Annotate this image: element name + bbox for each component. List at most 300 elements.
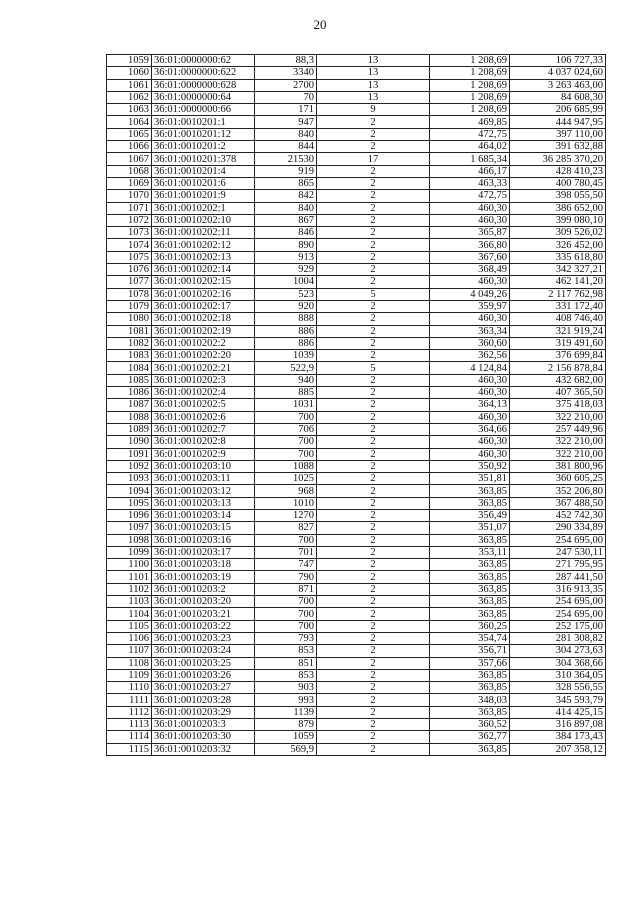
group-cell: 2 bbox=[317, 251, 430, 263]
specific-value-cell: 356,71 bbox=[430, 645, 510, 657]
row-number-cell: 1090 bbox=[107, 436, 152, 448]
group-cell: 2 bbox=[317, 325, 430, 337]
specific-value-cell: 363,85 bbox=[430, 497, 510, 509]
specific-value-cell: 360,52 bbox=[430, 719, 510, 731]
group-cell: 2 bbox=[317, 448, 430, 460]
row-number-cell: 1066 bbox=[107, 141, 152, 153]
cadastral-number-cell: 36:01:0010202:9 bbox=[152, 448, 255, 460]
cadastral-number-cell: 36:01:0010202:1 bbox=[152, 202, 255, 214]
cadastral-number-cell: 36:01:0000000:62 bbox=[152, 55, 255, 67]
specific-value-cell: 460,30 bbox=[430, 411, 510, 423]
area-cell: 747 bbox=[255, 559, 317, 571]
cadastral-number-cell: 36:01:0010203:28 bbox=[152, 694, 255, 706]
row-number-cell: 1108 bbox=[107, 657, 152, 669]
specific-value-cell: 363,85 bbox=[430, 706, 510, 718]
cadastral-value-cell: 462 141,20 bbox=[510, 276, 606, 288]
area-cell: 993 bbox=[255, 694, 317, 706]
cadastral-value-cell: 352 206,80 bbox=[510, 485, 606, 497]
area-cell: 844 bbox=[255, 141, 317, 153]
table-row bbox=[107, 67, 606, 79]
table-row bbox=[107, 177, 606, 189]
cadastral-value-cell: 452 742,30 bbox=[510, 509, 606, 521]
row-number-cell: 1096 bbox=[107, 509, 152, 521]
row-number-cell: 1105 bbox=[107, 620, 152, 632]
group-cell: 2 bbox=[317, 300, 430, 312]
table-row bbox=[107, 276, 606, 288]
table-row bbox=[107, 448, 606, 460]
cadastral-number-cell: 36:01:0010201:12 bbox=[152, 128, 255, 140]
table-row bbox=[107, 546, 606, 558]
area-cell: 700 bbox=[255, 448, 317, 460]
group-cell: 2 bbox=[317, 608, 430, 620]
cadastral-value-cell: 321 919,24 bbox=[510, 325, 606, 337]
area-cell: 706 bbox=[255, 423, 317, 435]
cadastral-number-cell: 36:01:0010201:378 bbox=[152, 153, 255, 165]
specific-value-cell: 466,17 bbox=[430, 165, 510, 177]
table-row bbox=[107, 214, 606, 226]
cadastral-value-cell: 414 425,15 bbox=[510, 706, 606, 718]
group-cell: 2 bbox=[317, 645, 430, 657]
area-cell: 569,9 bbox=[255, 743, 317, 755]
row-number-cell: 1103 bbox=[107, 596, 152, 608]
table-row bbox=[107, 596, 606, 608]
cadastral-value-cell: 36 285 370,20 bbox=[510, 153, 606, 165]
row-number-cell: 1071 bbox=[107, 202, 152, 214]
area-cell: 700 bbox=[255, 411, 317, 423]
cadastral-number-cell: 36:01:0010203:15 bbox=[152, 522, 255, 534]
area-cell: 793 bbox=[255, 632, 317, 644]
cadastral-number-cell: 36:01:0010203:12 bbox=[152, 485, 255, 497]
specific-value-cell: 366,80 bbox=[430, 239, 510, 251]
cadastral-number-cell: 36:01:0010202:7 bbox=[152, 423, 255, 435]
specific-value-cell: 363,85 bbox=[430, 583, 510, 595]
area-cell: 88,3 bbox=[255, 55, 317, 67]
area-cell: 1039 bbox=[255, 350, 317, 362]
row-number-cell: 1111 bbox=[107, 694, 152, 706]
area-cell: 1025 bbox=[255, 473, 317, 485]
row-number-cell: 1114 bbox=[107, 731, 152, 743]
cadastral-number-cell: 36:01:0010202:11 bbox=[152, 227, 255, 239]
cadastral-number-cell: 36:01:0000000:628 bbox=[152, 79, 255, 91]
area-cell: 840 bbox=[255, 202, 317, 214]
area-cell: 3340 bbox=[255, 67, 317, 79]
table-row bbox=[107, 632, 606, 644]
group-cell: 13 bbox=[317, 91, 430, 103]
group-cell: 2 bbox=[317, 706, 430, 718]
specific-value-cell: 460,30 bbox=[430, 436, 510, 448]
cadastral-number-cell: 36:01:0010202:18 bbox=[152, 313, 255, 325]
row-number-cell: 1097 bbox=[107, 522, 152, 534]
row-number-cell: 1087 bbox=[107, 399, 152, 411]
cadastral-number-cell: 36:01:0010203:24 bbox=[152, 645, 255, 657]
specific-value-cell: 363,85 bbox=[430, 596, 510, 608]
table-row bbox=[107, 608, 606, 620]
specific-value-cell: 368,49 bbox=[430, 264, 510, 276]
cadastral-number-cell: 36:01:0010203:14 bbox=[152, 509, 255, 521]
cadastral-value-cell: 247 530,11 bbox=[510, 546, 606, 558]
cadastral-number-cell: 36:01:0010203:21 bbox=[152, 608, 255, 620]
area-cell: 70 bbox=[255, 91, 317, 103]
row-number-cell: 1072 bbox=[107, 214, 152, 226]
group-cell: 2 bbox=[317, 227, 430, 239]
group-cell: 2 bbox=[317, 387, 430, 399]
cadastral-value-cell: 257 449,96 bbox=[510, 423, 606, 435]
specific-value-cell: 460,30 bbox=[430, 374, 510, 386]
table-row bbox=[107, 337, 606, 349]
specific-value-cell: 1 208,69 bbox=[430, 104, 510, 116]
table-row bbox=[107, 509, 606, 521]
cadastral-value-cell: 254 695,00 bbox=[510, 608, 606, 620]
row-number-cell: 1084 bbox=[107, 362, 152, 374]
specific-value-cell: 363,85 bbox=[430, 534, 510, 546]
specific-value-cell: 350,92 bbox=[430, 460, 510, 472]
specific-value-cell: 351,07 bbox=[430, 522, 510, 534]
specific-value-cell: 362,77 bbox=[430, 731, 510, 743]
cadastral-number-cell: 36:01:0010202:8 bbox=[152, 436, 255, 448]
group-cell: 2 bbox=[317, 411, 430, 423]
cadastral-value-cell: 206 685,99 bbox=[510, 104, 606, 116]
table-row bbox=[107, 79, 606, 91]
cadastral-value-cell: 345 593,79 bbox=[510, 694, 606, 706]
specific-value-cell: 363,85 bbox=[430, 559, 510, 571]
specific-value-cell: 363,85 bbox=[430, 669, 510, 681]
group-cell: 2 bbox=[317, 116, 430, 128]
cadastral-value-cell: 304 368,66 bbox=[510, 657, 606, 669]
group-cell: 2 bbox=[317, 202, 430, 214]
specific-value-cell: 363,34 bbox=[430, 325, 510, 337]
group-cell: 2 bbox=[317, 731, 430, 743]
row-number-cell: 1112 bbox=[107, 706, 152, 718]
row-number-cell: 1083 bbox=[107, 350, 152, 362]
group-cell: 9 bbox=[317, 104, 430, 116]
group-cell: 2 bbox=[317, 497, 430, 509]
row-number-cell: 1060 bbox=[107, 67, 152, 79]
cadastral-number-cell: 36:01:0010203:25 bbox=[152, 657, 255, 669]
specific-value-cell: 360,25 bbox=[430, 620, 510, 632]
cadastral-number-cell: 36:01:0010203:26 bbox=[152, 669, 255, 681]
table-row bbox=[107, 657, 606, 669]
specific-value-cell: 4 124,84 bbox=[430, 362, 510, 374]
area-cell: 700 bbox=[255, 608, 317, 620]
row-number-cell: 1078 bbox=[107, 288, 152, 300]
table-row bbox=[107, 227, 606, 239]
area-cell: 871 bbox=[255, 583, 317, 595]
cadastral-number-cell: 36:01:0000000:622 bbox=[152, 67, 255, 79]
cadastral-value-cell: 360 605,25 bbox=[510, 473, 606, 485]
area-cell: 890 bbox=[255, 239, 317, 251]
specific-value-cell: 1 208,69 bbox=[430, 79, 510, 91]
cadastral-value-cell: 290 334,89 bbox=[510, 522, 606, 534]
table-row bbox=[107, 202, 606, 214]
area-cell: 522,9 bbox=[255, 362, 317, 374]
cadastral-number-cell: 36:01:0010202:15 bbox=[152, 276, 255, 288]
area-cell: 885 bbox=[255, 387, 317, 399]
cadastral-number-cell: 36:01:0010203:32 bbox=[152, 743, 255, 755]
group-cell: 2 bbox=[317, 694, 430, 706]
group-cell: 2 bbox=[317, 571, 430, 583]
table-row bbox=[107, 473, 606, 485]
specific-value-cell: 1 685,34 bbox=[430, 153, 510, 165]
table-row bbox=[107, 362, 606, 374]
table-row bbox=[107, 55, 606, 67]
row-number-cell: 1074 bbox=[107, 239, 152, 251]
table-row bbox=[107, 387, 606, 399]
row-number-cell: 1107 bbox=[107, 645, 152, 657]
specific-value-cell: 1 208,69 bbox=[430, 55, 510, 67]
cadastral-value-cell: 381 800,96 bbox=[510, 460, 606, 472]
area-cell: 700 bbox=[255, 436, 317, 448]
cadastral-number-cell: 36:01:0010202:14 bbox=[152, 264, 255, 276]
cadastral-value-table bbox=[106, 54, 606, 756]
area-cell: 21530 bbox=[255, 153, 317, 165]
area-cell: 1004 bbox=[255, 276, 317, 288]
table-row bbox=[107, 153, 606, 165]
group-cell: 2 bbox=[317, 522, 430, 534]
cadastral-value-cell: 391 632,88 bbox=[510, 141, 606, 153]
area-cell: 886 bbox=[255, 325, 317, 337]
specific-value-cell: 357,66 bbox=[430, 657, 510, 669]
area-cell: 867 bbox=[255, 214, 317, 226]
cadastral-number-cell: 36:01:0010202:19 bbox=[152, 325, 255, 337]
row-number-cell: 1109 bbox=[107, 669, 152, 681]
cadastral-value-cell: 2 117 762,98 bbox=[510, 288, 606, 300]
area-cell: 920 bbox=[255, 300, 317, 312]
area-cell: 700 bbox=[255, 596, 317, 608]
area-cell: 879 bbox=[255, 719, 317, 731]
specific-value-cell: 1 208,69 bbox=[430, 67, 510, 79]
group-cell: 2 bbox=[317, 657, 430, 669]
group-cell: 2 bbox=[317, 128, 430, 140]
cadastral-value-cell: 84 608,30 bbox=[510, 91, 606, 103]
cadastral-value-cell: 252 175,00 bbox=[510, 620, 606, 632]
cadastral-number-cell: 36:01:0010202:2 bbox=[152, 337, 255, 349]
area-cell: 846 bbox=[255, 227, 317, 239]
cadastral-number-cell: 36:01:0010201:2 bbox=[152, 141, 255, 153]
cadastral-value-cell: 207 358,12 bbox=[510, 743, 606, 755]
group-cell: 2 bbox=[317, 276, 430, 288]
group-cell: 2 bbox=[317, 165, 430, 177]
group-cell: 13 bbox=[317, 67, 430, 79]
table-row bbox=[107, 374, 606, 386]
cadastral-value-cell: 4 037 024,60 bbox=[510, 67, 606, 79]
cadastral-value-cell: 309 526,02 bbox=[510, 227, 606, 239]
group-cell: 2 bbox=[317, 509, 430, 521]
table-row bbox=[107, 190, 606, 202]
area-cell: 2700 bbox=[255, 79, 317, 91]
specific-value-cell: 360,60 bbox=[430, 337, 510, 349]
table-row bbox=[107, 91, 606, 103]
specific-value-cell: 356,49 bbox=[430, 509, 510, 521]
table-row bbox=[107, 522, 606, 534]
table-row bbox=[107, 583, 606, 595]
row-number-cell: 1099 bbox=[107, 546, 152, 558]
table-row bbox=[107, 743, 606, 755]
cadastral-number-cell: 36:01:0010202:3 bbox=[152, 374, 255, 386]
cadastral-value-cell: 367 488,50 bbox=[510, 497, 606, 509]
specific-value-cell: 364,66 bbox=[430, 423, 510, 435]
cadastral-value-cell: 397 110,00 bbox=[510, 128, 606, 140]
row-number-cell: 1092 bbox=[107, 460, 152, 472]
table-row bbox=[107, 485, 606, 497]
specific-value-cell: 1 208,69 bbox=[430, 91, 510, 103]
area-cell: 853 bbox=[255, 645, 317, 657]
row-number-cell: 1076 bbox=[107, 264, 152, 276]
table-row bbox=[107, 436, 606, 448]
cadastral-value-cell: 444 947,95 bbox=[510, 116, 606, 128]
area-cell: 947 bbox=[255, 116, 317, 128]
table-row bbox=[107, 460, 606, 472]
row-number-cell: 1067 bbox=[107, 153, 152, 165]
group-cell: 2 bbox=[317, 214, 430, 226]
table-row bbox=[107, 399, 606, 411]
area-cell: 827 bbox=[255, 522, 317, 534]
specific-value-cell: 460,30 bbox=[430, 387, 510, 399]
cadastral-value-cell: 428 410,23 bbox=[510, 165, 606, 177]
row-number-cell: 1075 bbox=[107, 251, 152, 263]
table-row bbox=[107, 559, 606, 571]
area-cell: 929 bbox=[255, 264, 317, 276]
group-cell: 2 bbox=[317, 313, 430, 325]
specific-value-cell: 364,13 bbox=[430, 399, 510, 411]
area-cell: 1031 bbox=[255, 399, 317, 411]
area-cell: 865 bbox=[255, 177, 317, 189]
area-cell: 1059 bbox=[255, 731, 317, 743]
group-cell: 2 bbox=[317, 190, 430, 202]
area-cell: 842 bbox=[255, 190, 317, 202]
group-cell: 13 bbox=[317, 55, 430, 67]
row-number-cell: 1077 bbox=[107, 276, 152, 288]
cadastral-value-cell: 400 780,45 bbox=[510, 177, 606, 189]
table-row bbox=[107, 534, 606, 546]
group-cell: 2 bbox=[317, 620, 430, 632]
table-row bbox=[107, 706, 606, 718]
table-body bbox=[107, 55, 606, 756]
cadastral-value-cell: 3 263 463,00 bbox=[510, 79, 606, 91]
row-number-cell: 1065 bbox=[107, 128, 152, 140]
row-number-cell: 1070 bbox=[107, 190, 152, 202]
cadastral-value-cell: 322 210,00 bbox=[510, 448, 606, 460]
cadastral-value-cell: 2 156 878,84 bbox=[510, 362, 606, 374]
group-cell: 2 bbox=[317, 632, 430, 644]
specific-value-cell: 354,74 bbox=[430, 632, 510, 644]
cadastral-number-cell: 36:01:0010201:4 bbox=[152, 165, 255, 177]
cadastral-number-cell: 36:01:0000000:66 bbox=[152, 104, 255, 116]
specific-value-cell: 460,30 bbox=[430, 313, 510, 325]
area-cell: 1088 bbox=[255, 460, 317, 472]
row-number-cell: 1061 bbox=[107, 79, 152, 91]
specific-value-cell: 348,03 bbox=[430, 694, 510, 706]
area-cell: 523 bbox=[255, 288, 317, 300]
row-number-cell: 1104 bbox=[107, 608, 152, 620]
area-cell: 886 bbox=[255, 337, 317, 349]
group-cell: 2 bbox=[317, 596, 430, 608]
row-number-cell: 1100 bbox=[107, 559, 152, 571]
row-number-cell: 1113 bbox=[107, 719, 152, 731]
cadastral-number-cell: 36:01:0010203:22 bbox=[152, 620, 255, 632]
table-row bbox=[107, 251, 606, 263]
table-row bbox=[107, 694, 606, 706]
row-number-cell: 1101 bbox=[107, 571, 152, 583]
cadastral-number-cell: 36:01:0010202:17 bbox=[152, 300, 255, 312]
table-row bbox=[107, 325, 606, 337]
area-cell: 888 bbox=[255, 313, 317, 325]
group-cell: 2 bbox=[317, 423, 430, 435]
specific-value-cell: 351,81 bbox=[430, 473, 510, 485]
specific-value-cell: 363,85 bbox=[430, 608, 510, 620]
specific-value-cell: 363,85 bbox=[430, 743, 510, 755]
row-number-cell: 1106 bbox=[107, 632, 152, 644]
cadastral-value-cell: 399 080,10 bbox=[510, 214, 606, 226]
cadastral-number-cell: 36:01:0010203:20 bbox=[152, 596, 255, 608]
cadastral-number-cell: 36:01:0010203:11 bbox=[152, 473, 255, 485]
cadastral-number-cell: 36:01:0010202:4 bbox=[152, 387, 255, 399]
cadastral-value-cell: 328 556,55 bbox=[510, 682, 606, 694]
cadastral-number-cell: 36:01:0010202:6 bbox=[152, 411, 255, 423]
cadastral-number-cell: 36:01:0010203:23 bbox=[152, 632, 255, 644]
specific-value-cell: 363,85 bbox=[430, 682, 510, 694]
group-cell: 2 bbox=[317, 239, 430, 251]
group-cell: 13 bbox=[317, 79, 430, 91]
group-cell: 2 bbox=[317, 460, 430, 472]
cadastral-number-cell: 36:01:0010202:13 bbox=[152, 251, 255, 263]
cadastral-value-cell: 335 618,80 bbox=[510, 251, 606, 263]
cadastral-number-cell: 36:01:0010202:21 bbox=[152, 362, 255, 374]
table-row bbox=[107, 300, 606, 312]
row-number-cell: 1088 bbox=[107, 411, 152, 423]
area-cell: 701 bbox=[255, 546, 317, 558]
table-row bbox=[107, 313, 606, 325]
specific-value-cell: 4 049,26 bbox=[430, 288, 510, 300]
cadastral-value-cell: 254 695,00 bbox=[510, 596, 606, 608]
specific-value-cell: 363,85 bbox=[430, 485, 510, 497]
cadastral-number-cell: 36:01:0000000:64 bbox=[152, 91, 255, 103]
row-number-cell: 1062 bbox=[107, 91, 152, 103]
cadastral-number-cell: 36:01:0010201:9 bbox=[152, 190, 255, 202]
cadastral-value-cell: 375 418,03 bbox=[510, 399, 606, 411]
table-row bbox=[107, 645, 606, 657]
cadastral-value-cell: 254 695,00 bbox=[510, 534, 606, 546]
specific-value-cell: 460,30 bbox=[430, 202, 510, 214]
cadastral-number-cell: 36:01:0010203:27 bbox=[152, 682, 255, 694]
row-number-cell: 1093 bbox=[107, 473, 152, 485]
row-number-cell: 1059 bbox=[107, 55, 152, 67]
cadastral-value-cell: 319 491,60 bbox=[510, 337, 606, 349]
area-cell: 700 bbox=[255, 534, 317, 546]
group-cell: 2 bbox=[317, 264, 430, 276]
row-number-cell: 1085 bbox=[107, 374, 152, 386]
row-number-cell: 1086 bbox=[107, 387, 152, 399]
cadastral-value-cell: 376 699,84 bbox=[510, 350, 606, 362]
cadastral-value-cell: 407 365,50 bbox=[510, 387, 606, 399]
table-row bbox=[107, 288, 606, 300]
table-row bbox=[107, 411, 606, 423]
area-cell: 171 bbox=[255, 104, 317, 116]
cadastral-number-cell: 36:01:0010202:5 bbox=[152, 399, 255, 411]
cadastral-number-cell: 36:01:0010203:2 bbox=[152, 583, 255, 595]
cadastral-number-cell: 36:01:0010203:10 bbox=[152, 460, 255, 472]
cadastral-number-cell: 36:01:0010203:18 bbox=[152, 559, 255, 571]
group-cell: 2 bbox=[317, 485, 430, 497]
cadastral-number-cell: 36:01:0010202:10 bbox=[152, 214, 255, 226]
group-cell: 2 bbox=[317, 583, 430, 595]
area-cell: 903 bbox=[255, 682, 317, 694]
group-cell: 2 bbox=[317, 374, 430, 386]
group-cell: 2 bbox=[317, 473, 430, 485]
cadastral-value-cell: 304 273,63 bbox=[510, 645, 606, 657]
cadastral-value-cell: 331 172,40 bbox=[510, 300, 606, 312]
group-cell: 2 bbox=[317, 682, 430, 694]
table-row bbox=[107, 116, 606, 128]
